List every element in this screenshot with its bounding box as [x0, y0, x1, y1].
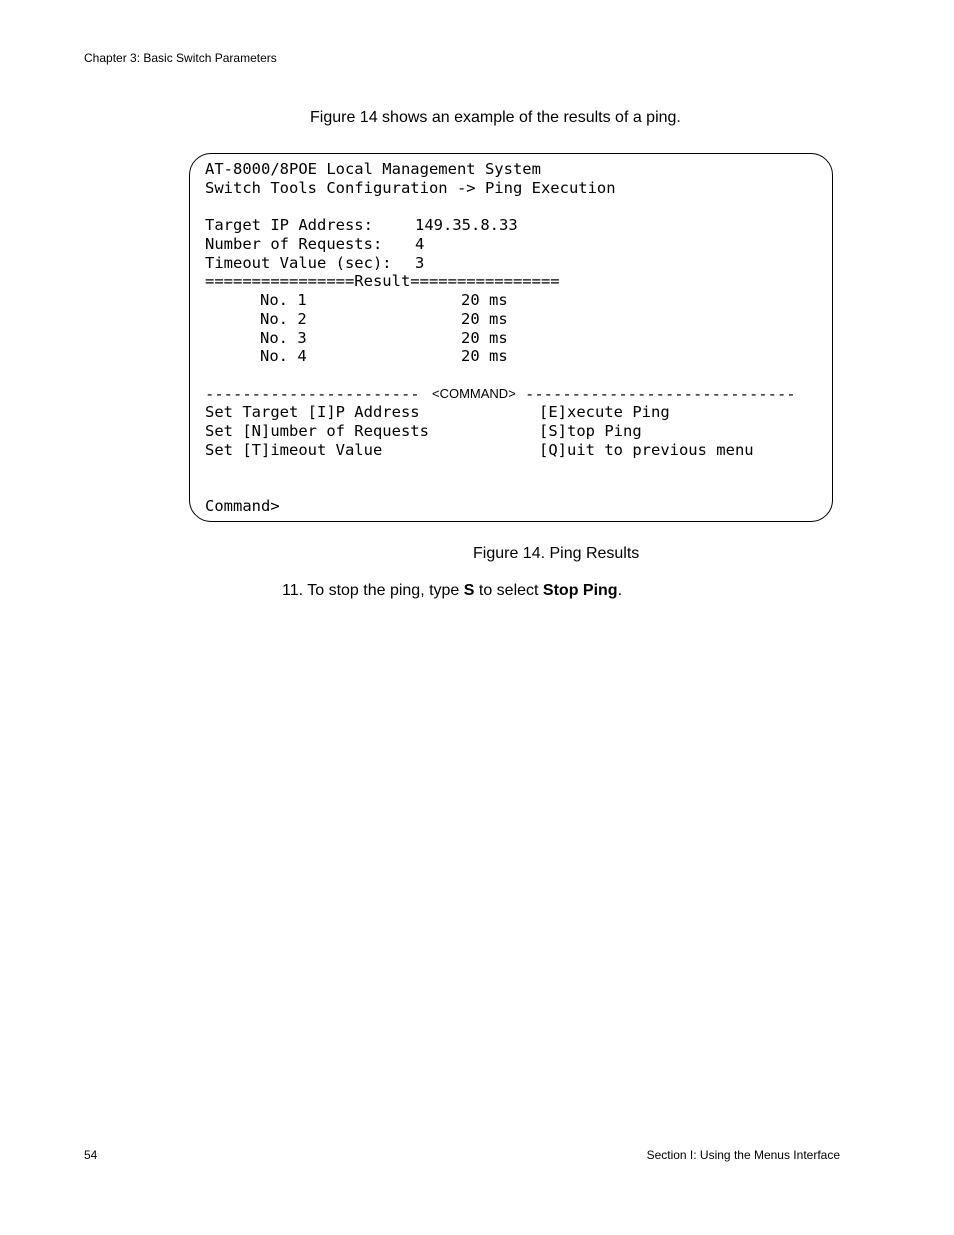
result-divider: ================Result================	[205, 272, 560, 290]
command-divider-left: -----------------------	[205, 385, 420, 403]
step-number: 11.	[282, 582, 304, 599]
command-prompt: Command>	[205, 497, 280, 515]
result-value: 20 ms	[461, 347, 508, 365]
step-instruction	[282, 582, 622, 600]
target-ip-label: Target IP Address:	[205, 216, 373, 234]
command-target-ip: Set Target [I]P Address	[205, 403, 420, 421]
step-text-middle: to select	[474, 582, 543, 599]
command-quit: [Q]uit to previous menu	[539, 441, 754, 459]
target-ip-value: 149.35.8.33	[415, 216, 518, 234]
result-label: No. 1	[260, 291, 307, 309]
command-stop-ping: [S]top Ping	[539, 422, 642, 440]
result-label: No. 3	[260, 329, 307, 347]
step-key: S	[463, 582, 475, 599]
result-value: 20 ms	[461, 310, 508, 328]
result-label: No. 2	[260, 310, 307, 328]
timeout-value: 3	[415, 254, 425, 272]
intro-paragraph: Figure 14 shows an example of the results of a ping.	[310, 109, 681, 126]
command-execute-ping: [E]xecute Ping	[539, 403, 670, 421]
system-title: AT-8000/8POE Local Management System	[205, 160, 541, 178]
requests-value: 4	[415, 235, 425, 253]
chapter-header: Chapter 3: Basic Switch Parameters	[84, 51, 277, 65]
command-timeout: Set [T]imeout Value	[205, 441, 383, 459]
result-value: 20 ms	[461, 329, 508, 347]
requests-label: Number of Requests:	[205, 235, 383, 253]
menu-path: Switch Tools Configuration -> Ping Execution	[205, 179, 616, 197]
figure-caption: Figure 14. Ping Results	[473, 545, 640, 562]
command-number-requests: Set [N]umber of Requests	[205, 422, 429, 440]
page-number: 54	[84, 1148, 98, 1162]
step-text-after: .	[617, 582, 623, 599]
step-text-before: To stop the ping, type	[307, 582, 464, 599]
command-divider-right: -----------------------------	[525, 385, 796, 403]
result-label: No. 4	[260, 347, 307, 365]
section-footer: Section I: Using the Menus Interface	[646, 1148, 840, 1162]
command-divider-label: <COMMAND>	[432, 386, 516, 401]
result-value: 20 ms	[461, 291, 508, 309]
step-option: Stop Ping	[542, 582, 618, 599]
timeout-label: Timeout Value (sec):	[205, 254, 392, 272]
